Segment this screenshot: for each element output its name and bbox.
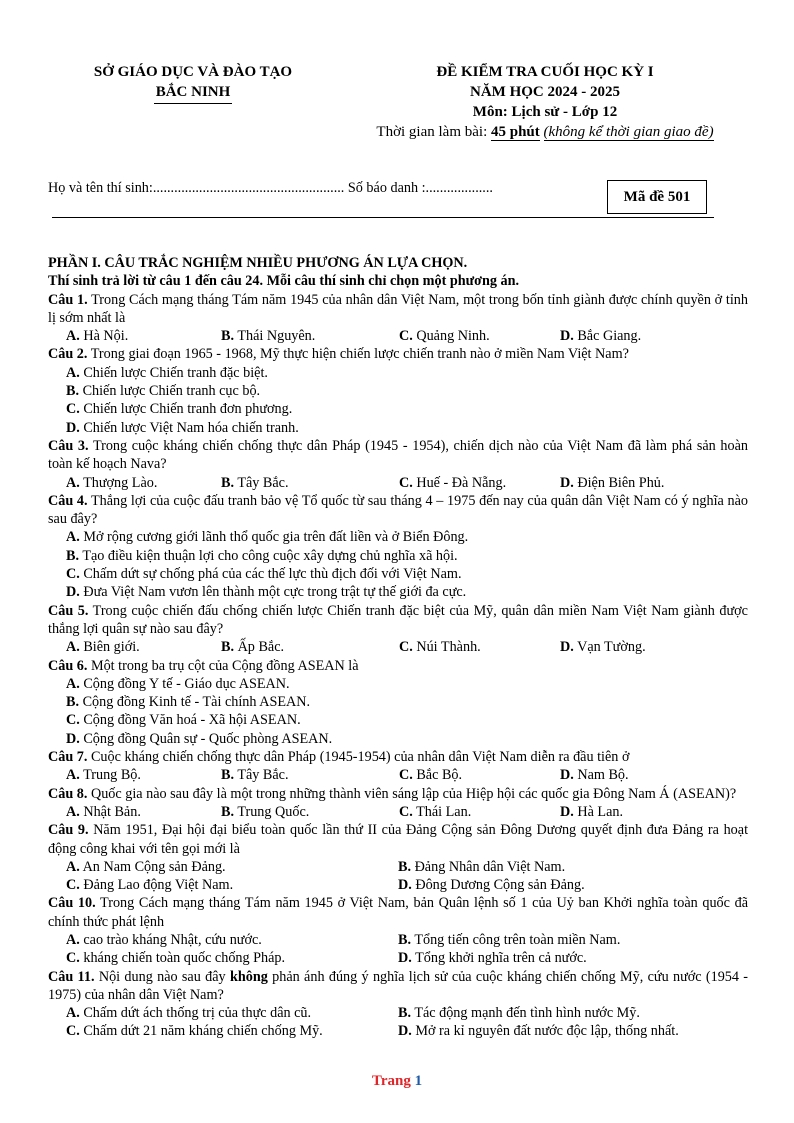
option: D. Mở ra kỉ nguyên đất nước độc lập, thống nhất. [398,1023,679,1040]
department-header [48,62,338,104]
section-instructions: Thí sinh trả lời từ câu 1 đến câu 24. Mỗi câu thí sinh chỉ chọn một phương án. [48,273,520,290]
option: A. Mở rộng cương giới lãnh thổ quốc gia trên đất liền và ở Biển Đông. [66,529,469,546]
option: D. Vạn Tường. [560,639,646,656]
option: C. Bắc Bộ. [399,767,463,784]
options-row [48,876,748,894]
option: C. kháng chiến toàn quốc chống Pháp. [66,950,286,967]
time-label: Thời gian làm bài: [376,124,488,140]
option: A. Hà Nội. [66,328,129,345]
option: A. Biên giới. [66,639,140,656]
option: B. Đảng Nhân dân Việt Nam. [398,858,566,875]
question-text: Một trong ba trụ cột của Cộng đồng ASEAN là [90,657,359,674]
question [48,894,748,931]
option: A. Thượng Lào. [66,474,158,491]
exam-code: Mã đề 501 [623,188,691,205]
options-row [48,1004,748,1022]
question-text: Năm 1951, Đại hội đại biểu toàn quốc lần thứ II của Đảng Cộng sản Đông Dương quyết định đưa Đảng ra hoạt động công khai với tên gọi mới là [48,822,749,857]
school-year: NĂM HỌC 2024 - 2025 [470,84,620,100]
options-row [48,638,748,656]
option: D. Nam Bộ. [560,767,629,784]
option: B. Thái Nguyên. [221,328,316,345]
question-number: Câu 1. [48,291,88,308]
subject: Môn: Lịch sử - Lớp 12 [472,104,618,120]
option: B. Ấp Bắc. [221,639,285,656]
options-row [48,1022,748,1040]
option: B. Tạo điều kiện thuận lợi cho công cuộc xây dựng chủ nghĩa xã hội. [66,547,458,564]
option: C. Cộng đồng Văn hoá - Xã hội ASEAN. [66,712,301,729]
option: A. Nhật Bản. [66,803,141,820]
duration-note: (không kể thời gian giao đề) [543,124,714,140]
option: D. Chiến lược Việt Nam hóa chiến tranh. [66,419,299,436]
options-row [48,766,748,784]
question [48,291,748,328]
question-text: Trong Cách mạng tháng Tám năm 1945 của nhân dân Việt Nam, một trong bốn tỉnh giành được chính quyền ở tỉnh lị sớm nhất là [48,291,748,326]
question-text: Trong Cách mạng tháng Tám năm 1945 ở Việt Nam, bản Quân lệnh số 1 của Uỷ ban Khởi nghĩa toàn quốc đã chính thức phát lệnh [48,895,748,930]
option: D. Tổng khởi nghĩa trên cả nước. [398,950,587,967]
option: C. Chấm dứt 21 năm kháng chiến chống Mỹ. [66,1023,323,1040]
option: B. Tổng tiến công trên toàn miền Nam. [398,931,621,948]
question-number: Câu 9. [48,822,89,839]
option: D. Hà Lan. [560,803,624,820]
question-text: Nội dung nào sau đây [98,968,226,985]
option: C. Chiến lược Chiến tranh đơn phương. [66,401,293,418]
option: B. Cộng đồng Kinh tế - Tài chính ASEAN. [66,694,311,711]
page-footer [0,1073,794,1090]
question-text: Cuộc kháng chiến chống thực dân Pháp (1945-1954) của nhân dân Việt Nam diễn ra đầu tiên ở [90,749,630,766]
page-number: 1 [414,1073,423,1089]
option: C. Chấm dứt sự chống phá của các thế lực thù địch đối với Việt Nam. [66,566,462,583]
question-number: Câu 8. [48,785,88,802]
option: C. Huế - Đà Nẵng. [399,474,507,491]
question-text: Trong cuộc kháng chiến chống thực dân Pháp (1945 - 1954), chiến dịch nào của Việt Nam đã làm phá sản hoàn toàn kế hoạch Nava? [48,437,748,473]
header-divider [52,217,714,218]
options-row [48,327,748,345]
option: C. Thái Lan. [399,803,472,820]
option: D. Cộng đồng Quân sự - Quốc phòng ASEAN. [66,730,333,747]
option: A. Cộng đồng Y tế - Giáo dục ASEAN. [66,675,290,692]
exam-content [48,254,748,1041]
question [48,437,748,474]
option: B. Tây Bắc. [221,767,289,784]
option: D. Đông Dương Cộng sản Đảng. [398,877,585,894]
time-line [340,122,750,142]
option: A. Chiến lược Chiến tranh đặc biệt. [66,364,268,381]
question [48,492,748,529]
option: A. Trung Bộ. [66,767,141,784]
question [48,821,748,858]
department-name: SỞ GIÁO DỤC VÀ ĐÀO TẠO [93,64,293,80]
question-number: Câu 7. [48,749,88,766]
question-number: Câu 2. [48,346,88,363]
options-row [48,858,748,876]
question-number: Câu 4. [48,492,88,509]
question [48,785,748,803]
province-name: BẮC NINH [154,82,233,104]
question-number: Câu 6. [48,657,88,674]
option: D. Đưa Việt Nam vươn lên thành một cực trong trật tự thế giới đa cực. [66,584,467,601]
duration: 45 phút [491,124,540,140]
option: A. Chấm dứt ách thống trị của thực dân cũ. [66,1005,312,1022]
question [48,748,748,766]
candidate-info [48,180,493,197]
question [48,968,748,1005]
question-text: Trong giai đoạn 1965 - 1968, Mỹ thực hiện chiến lược chiến tranh nào ở miền Nam Việt Nam? [90,346,629,363]
options-row [48,931,748,949]
question [48,602,748,639]
question-text: phản ánh đúng ý nghĩa lịch sử của cuộc kháng chiến chống Mỹ, cứu nước (1954 - 1975) của nhân dân Việt Nam? [48,968,749,1003]
option: C. Đảng Lao động Việt Nam. [66,877,234,894]
exam-header [340,62,750,142]
option: D. Bắc Giang. [560,328,642,345]
question-text: Quốc gia nào sau đây là một trong những thành viên sáng lập của Hiệp hội các quốc gia Đông Nam Á (ASEAN)? [90,785,737,802]
option: B. Tác động mạnh đến tình hình nước Mỹ. [398,1005,640,1022]
option: B. Tây Bắc. [221,474,289,491]
question-text: Thắng lợi của cuộc đấu tranh bảo vệ Tổ quốc từ sau tháng 4 – 1975 đến nay của quân dân Việt Nam có ý nghĩa nào sau đây? [48,492,748,528]
question-number: Câu 11. [48,968,95,985]
question-emphasis: không [229,968,268,985]
question-text: Trong cuộc chiến đấu chống chiến lược Chiến tranh đặc biệt của Mỹ, quân dân miền Nam Việt Nam giành được thắng lợi quân sự nào sau đây? [48,602,748,637]
section-title: PHẦN I. CÂU TRẮC NGHIỆM NHIỀU PHƯƠNG ÁN LỰA CHỌN. [48,255,468,271]
exam-title: ĐỀ KIỂM TRA CUỐI HỌC KỲ I [436,64,654,80]
options-row [48,949,748,967]
option: A. An Nam Cộng sản Đảng. [66,858,226,875]
question-number: Câu 10. [48,895,96,912]
question [48,657,748,675]
option: D. Điện Biên Phủ. [560,474,665,491]
question-number: Câu 5. [48,602,89,619]
options-row [48,803,748,821]
question [48,345,748,363]
candidate-name-field: Họ và tên thí sinh:...................................................... [48,180,345,196]
option: B. Trung Quốc. [221,803,310,820]
options-row [48,474,748,492]
candidate-id-field: Số báo danh :................... [347,180,493,196]
option: C. Núi Thành. [399,639,481,656]
question-number: Câu 3. [48,437,89,454]
exam-code-box [607,180,707,214]
option: B. Chiến lược Chiến tranh cục bộ. [66,383,261,400]
option: C. Quảng Ninh. [399,328,490,345]
page-label: Trang [371,1073,411,1089]
option: A. cao trào kháng Nhật, cứu nước. [66,931,262,948]
